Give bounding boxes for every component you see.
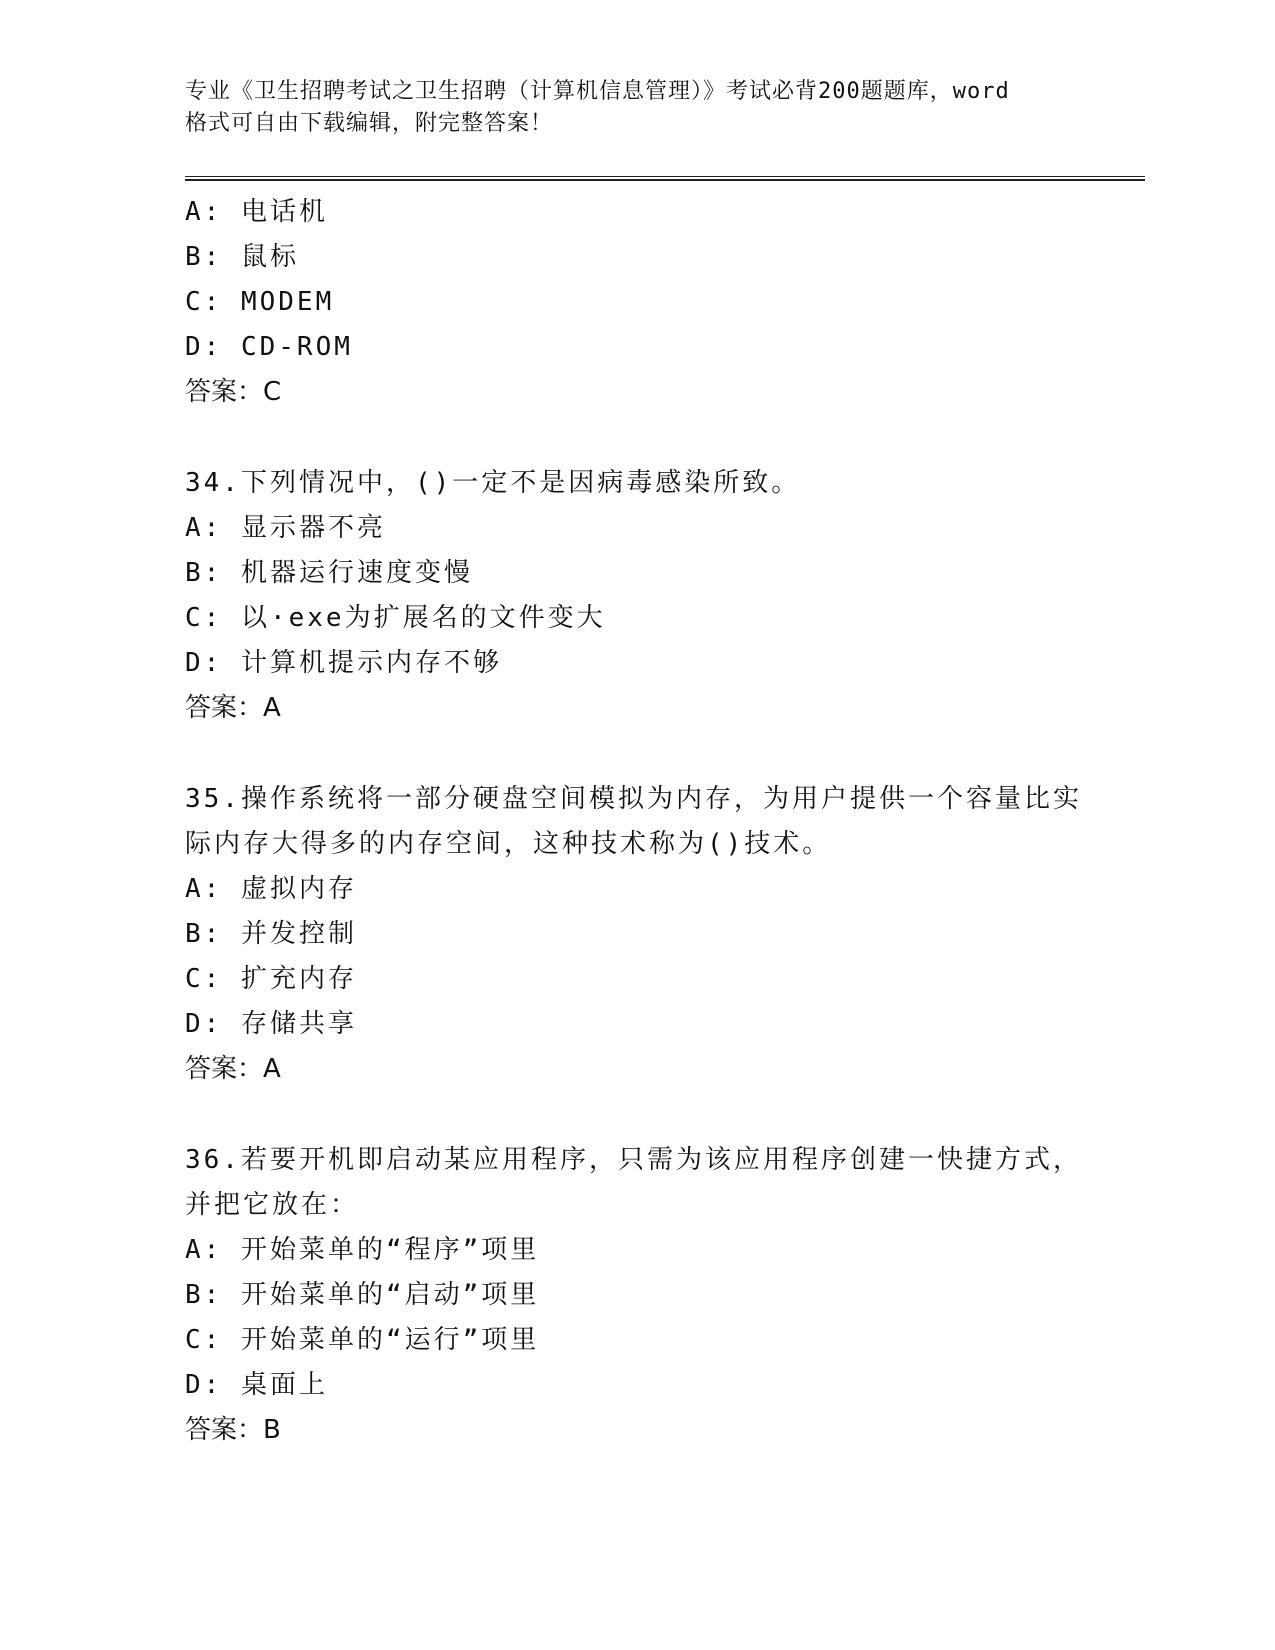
option-c: C: MODEM <box>185 287 335 317</box>
question-text-line-1: 36.若要开机即启动某应用程序，只需为该应用程序创建一快捷方式， <box>185 1145 1082 1175</box>
spacer <box>185 731 1085 777</box>
option-b: B: 开始菜单的“启动”项里 <box>185 1280 540 1310</box>
question-block-34 <box>185 461 1085 731</box>
option-c: C: 开始菜单的“运行”项里 <box>185 1325 540 1355</box>
option-a: A: 电话机 <box>185 197 328 227</box>
spacer <box>185 415 1085 461</box>
option-a: A: 开始菜单的“程序”项里 <box>185 1235 540 1265</box>
answer-line: 答案：B <box>185 1415 281 1445</box>
question-block-35 <box>185 777 1085 1092</box>
document-header <box>185 76 1085 140</box>
option-d: D: 计算机提示内存不够 <box>185 648 502 678</box>
question-list <box>185 190 1085 1453</box>
answer-line: 答案：C <box>185 377 282 407</box>
header-line-2: 格式可自由下载编辑，附完整答案！ <box>185 111 554 136</box>
option-c: C: 扩充内存 <box>185 964 357 994</box>
option-d: D: 桌面上 <box>185 1370 328 1400</box>
option-d: D: 存储共享 <box>185 1009 357 1039</box>
header-line-1: 专业《卫生招聘考试之卫生招聘（计算机信息管理）》考试必背200题题库，word <box>185 79 1010 104</box>
option-b: B: 并发控制 <box>185 919 357 949</box>
question-block-33 <box>185 190 1085 415</box>
answer-line: 答案：A <box>185 1054 281 1084</box>
answer-line: 答案：A <box>185 693 281 723</box>
option-a: A: 虚拟内存 <box>185 874 357 904</box>
option-a: A: 显示器不亮 <box>185 513 386 543</box>
question-text-line-1: 35.操作系统将一部分硬盘空间模拟为内存，为用户提供一个容量比实 <box>185 784 1082 814</box>
header-divider <box>185 176 1145 181</box>
spacer <box>185 1092 1085 1138</box>
option-d: D: CD-ROM <box>185 332 353 362</box>
question-block-36 <box>185 1138 1085 1453</box>
question-text: 34.下列情况中，()一定不是因病毒感染所致。 <box>185 468 801 498</box>
option-b: B: 机器运行速度变慢 <box>185 558 473 588</box>
option-b: B: 鼠标 <box>185 242 299 272</box>
question-text-line-2: 际内存大得多的内存空间，这种技术称为()技术。 <box>185 829 832 859</box>
question-text-line-2: 并把它放在： <box>185 1190 360 1220</box>
option-c: C: 以·exe为扩展名的文件变大 <box>185 603 606 633</box>
